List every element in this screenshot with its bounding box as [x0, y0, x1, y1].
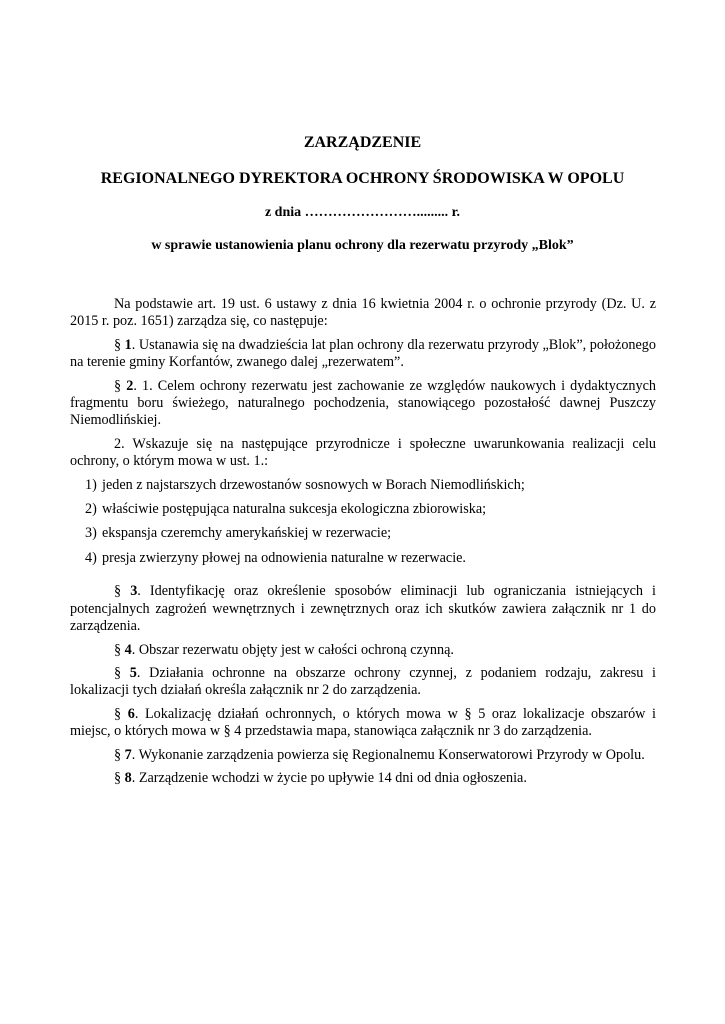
section-sign: §	[114, 705, 122, 722]
list-text: właściwie postępująca naturalna sukcesja ekologiczna zbiorowiska;	[102, 501, 487, 518]
subject-line: w sprawie ustanowienia planu ochrony dla rezerwatu przyrody „Blok”	[151, 238, 574, 253]
section-4	[70, 642, 656, 659]
section-2-paragraph-2: 2. Wskazuje się na następujące przyrodnicze i społeczne uwarunkowania realizacji celu ochrony, o którym mowa w ust. 1.:	[70, 435, 656, 470]
list-item	[70, 550, 656, 567]
list-text: jeden z najstarszych drzewostanów sosnowych w Borach Niemodlińskich;	[102, 476, 525, 493]
list-number: 4)	[85, 549, 97, 566]
section-number: 6	[127, 705, 135, 722]
section-6	[70, 706, 656, 741]
issuing-authority: REGIONALNEGO DYREKTORA OCHRONY ŚRODOWISKA W OPOLU	[100, 170, 625, 187]
section-number: 8	[124, 769, 132, 786]
section-text: . 1. Celem ochrony rezerwatu jest zachowanie ze względów naukowych i dydaktycznych fragmentu boru świeżego, naturalnego pochodzenia, stanowiącego pozostałość dawnej Puszczy Niemodlińskiej.	[70, 377, 657, 429]
section-sign: §	[114, 336, 122, 353]
section-number: 7	[124, 746, 132, 763]
section-7	[70, 747, 656, 764]
section-sign: §	[114, 377, 122, 394]
section-number: 2	[126, 377, 134, 394]
section-sign: §	[114, 641, 122, 658]
section-5	[70, 665, 656, 700]
section-3	[70, 583, 656, 635]
list-item	[70, 525, 656, 542]
preamble: Na podstawie art. 19 ust. 6 ustawy z dnia 16 kwietnia 2004 r. o ochronie przyrody (Dz. U. z 2015 r. poz. 1651) zarządza się, co następuje:	[70, 296, 656, 330]
section-number: 3	[130, 583, 138, 600]
list-number: 3)	[85, 525, 97, 542]
section-sign: §	[114, 583, 122, 600]
document-body	[70, 296, 656, 793]
section-sign: §	[114, 664, 122, 681]
section-text: . Identyfikację oraz określenie sposobów eliminacji lub ograniczania istniejących i potencjalnych zagrożeń wewnętrznych i zewnętrznych oraz ich skutków zawiera załącznik nr 1 do zarządzenia.	[70, 583, 656, 635]
section-1	[70, 337, 656, 372]
list-text: ekspansja czeremchy amerykańskiej w rezerwacie;	[102, 525, 392, 542]
section-text: . Wykonanie zarządzenia powierza się Regionalnemu Konserwatorowi Przyrody w Opolu.	[131, 746, 645, 763]
list-text: presja zwierzyny płowej na odnowienia naturalne w rezerwacie.	[102, 549, 466, 566]
section-number: 1	[124, 336, 132, 353]
section-2	[70, 378, 656, 430]
section-number: 4	[124, 641, 132, 658]
spacer	[70, 574, 656, 583]
section-sign: §	[114, 746, 122, 763]
section-sign: §	[114, 769, 122, 786]
date-line: z dnia ……………………......... r.	[264, 205, 461, 220]
section-text: . Ustanawia się na dwadzieścia lat plan ochrony dla rezerwatu przyrody „Blok”, położonego na terenie gminy Korfantów, zwanego dalej „rezerwatem”.	[70, 336, 656, 371]
document-title: ZARZĄDZENIE	[303, 134, 422, 151]
section-text: . Lokalizację działań ochronnych, o których mowa w § 5 oraz lokalizacje obszarów i miejsc, o których mowa w § 4 przedstawia mapa, stanowiąca załącznik nr 3 do zarządzenia.	[70, 705, 656, 740]
section-number: 5	[129, 664, 137, 681]
list-number: 1)	[85, 476, 97, 493]
section-text: . Obszar rezerwatu objęty jest w całości ochroną czynną.	[131, 641, 454, 658]
section-text: . Zarządzenie wchodzi w życie po upływie 14 dni od dnia ogłoszenia.	[131, 769, 527, 786]
list-number: 2)	[85, 501, 97, 518]
list-item	[70, 501, 656, 518]
section-8	[70, 770, 656, 787]
list-item	[70, 477, 656, 494]
section-text: . Działania ochronne na obszarze ochrony czynnej, z podaniem rodzaju, zakresu i lokalizacji tych działań określa załącznik nr 2 do zarządzenia.	[70, 664, 657, 699]
conditions-list	[70, 477, 656, 568]
